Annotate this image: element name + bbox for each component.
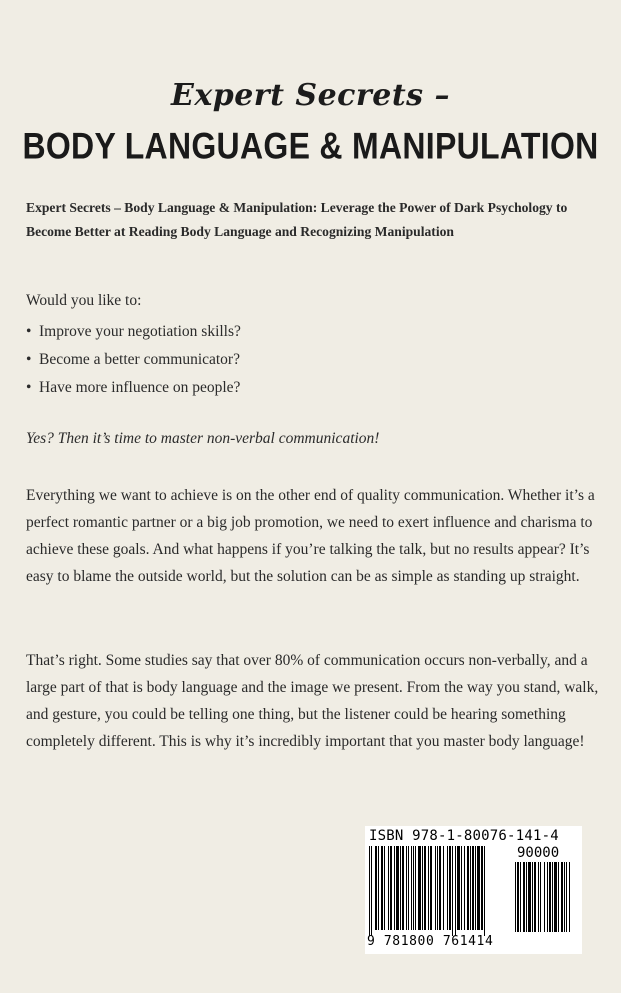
barcode-bar xyxy=(418,846,421,930)
bullet-icon: • xyxy=(26,379,32,396)
barcode-bar xyxy=(464,846,465,930)
book-subtitle: Expert Secrets – Body Language & Manipulation: Leverage the Power of Dark Psychology to Become Better at Reading Body Language and Recognizing Manipulation xyxy=(26,200,568,239)
barcode-bar xyxy=(528,862,531,932)
barcode-bar xyxy=(552,862,553,932)
barcode-bar xyxy=(472,846,474,930)
barcode-bar xyxy=(532,862,533,932)
list-item: • Become a better communicator? xyxy=(26,346,241,374)
barcode-bar xyxy=(515,862,516,932)
barcode-bar xyxy=(378,846,379,930)
barcode-bar xyxy=(424,846,426,930)
barcode-bar xyxy=(544,862,545,932)
barcode-bar xyxy=(443,846,444,930)
barcode-bar xyxy=(375,846,377,930)
barcode-bar xyxy=(430,846,432,930)
barcode-bar xyxy=(538,862,539,932)
barcode-bar xyxy=(452,846,453,936)
barcode-bar xyxy=(481,846,483,930)
barcode-bar xyxy=(384,846,385,930)
barcode-bar xyxy=(534,862,536,932)
barcode-bar xyxy=(437,846,438,930)
barcode-bar xyxy=(396,846,399,930)
list-item: • Have more influence on people? xyxy=(26,374,241,402)
barcode-bar xyxy=(400,846,401,930)
barcode-bar xyxy=(369,846,370,936)
tagline: Yes? Then it’s time to master non-verbal communication! xyxy=(26,430,380,447)
barcode-bar xyxy=(461,846,462,930)
barcode-bar xyxy=(408,846,409,930)
ean-digits: 9 781800 761414 xyxy=(367,934,494,949)
bullet-icon: • xyxy=(26,323,32,340)
barcode-bars xyxy=(369,846,509,936)
benefit-list xyxy=(26,318,241,402)
barcode-bar xyxy=(470,846,471,930)
barcode-bar xyxy=(484,846,485,936)
barcode-bar xyxy=(406,846,407,930)
barcode-bar xyxy=(388,846,389,930)
barcode-bar xyxy=(520,862,521,932)
barcode-bar xyxy=(435,846,436,930)
barcode-bar xyxy=(411,846,412,930)
barcode-bar xyxy=(566,862,567,932)
barcode-bar xyxy=(564,862,565,932)
barcode-bar xyxy=(371,846,372,936)
barcode-bar xyxy=(394,846,395,930)
isbn-barcode xyxy=(365,826,582,954)
isbn-label: ISBN 978-1-80076-141-4 xyxy=(369,828,559,844)
barcode-bar xyxy=(549,862,551,932)
price-code: 90000 xyxy=(517,845,560,861)
cover-script-title: Expert Secrets – xyxy=(170,78,451,113)
barcode-bar xyxy=(422,846,423,930)
barcode-bar xyxy=(547,862,548,932)
barcode-bar xyxy=(540,862,541,932)
barcode-bar xyxy=(561,862,563,932)
barcode-bar xyxy=(439,846,441,930)
barcode-bar xyxy=(517,862,519,932)
barcode-bar xyxy=(402,846,404,930)
barcode-bar xyxy=(569,862,570,932)
barcode-bar xyxy=(457,846,460,930)
barcode-bar xyxy=(415,846,416,930)
barcode-bar xyxy=(467,846,469,930)
body-paragraph-2: That’s right. Some studies say that over 80% of communication occurs non-verbally, and a large part of that is body language and the image we present. From the way you stand, walk, and gesture, you could be telling one thing, but the listener could be hearing something completely different. This is why it’s incredibly important that you master body language! xyxy=(26,652,599,750)
intro-question: Would you like to: xyxy=(26,292,142,309)
barcode-bar xyxy=(413,846,414,930)
barcode-bar xyxy=(523,862,525,932)
barcode-bar xyxy=(554,862,557,932)
body-paragraph-1: Everything we want to achieve is on the other end of quality communication. Whether it’s a perfect romantic partner or a big job promotion, we need to exert influence and charisma to achieve these goals. And what happens if you’re talking the talk, but no results appear? It’s easy to blame the outside world, but the solution can be as simple as standing up straight. xyxy=(26,487,595,585)
list-item: • Improve your negotiation skills? xyxy=(26,318,241,346)
barcode-bar xyxy=(455,846,456,936)
barcode-bar xyxy=(475,846,476,930)
barcode-bar xyxy=(447,846,448,930)
barcode-bar xyxy=(381,846,383,930)
barcode-bar xyxy=(526,862,527,932)
barcode-bar xyxy=(390,846,392,930)
barcode-bar xyxy=(428,846,429,930)
addon-barcode-bars xyxy=(515,862,577,936)
barcode-bar xyxy=(477,846,480,930)
bullet-icon: • xyxy=(26,351,32,368)
barcode-bar xyxy=(558,862,559,932)
barcode-bar xyxy=(449,846,451,930)
cover-main-title: BODY LANGUAGE & MANIPULATION xyxy=(22,125,599,167)
